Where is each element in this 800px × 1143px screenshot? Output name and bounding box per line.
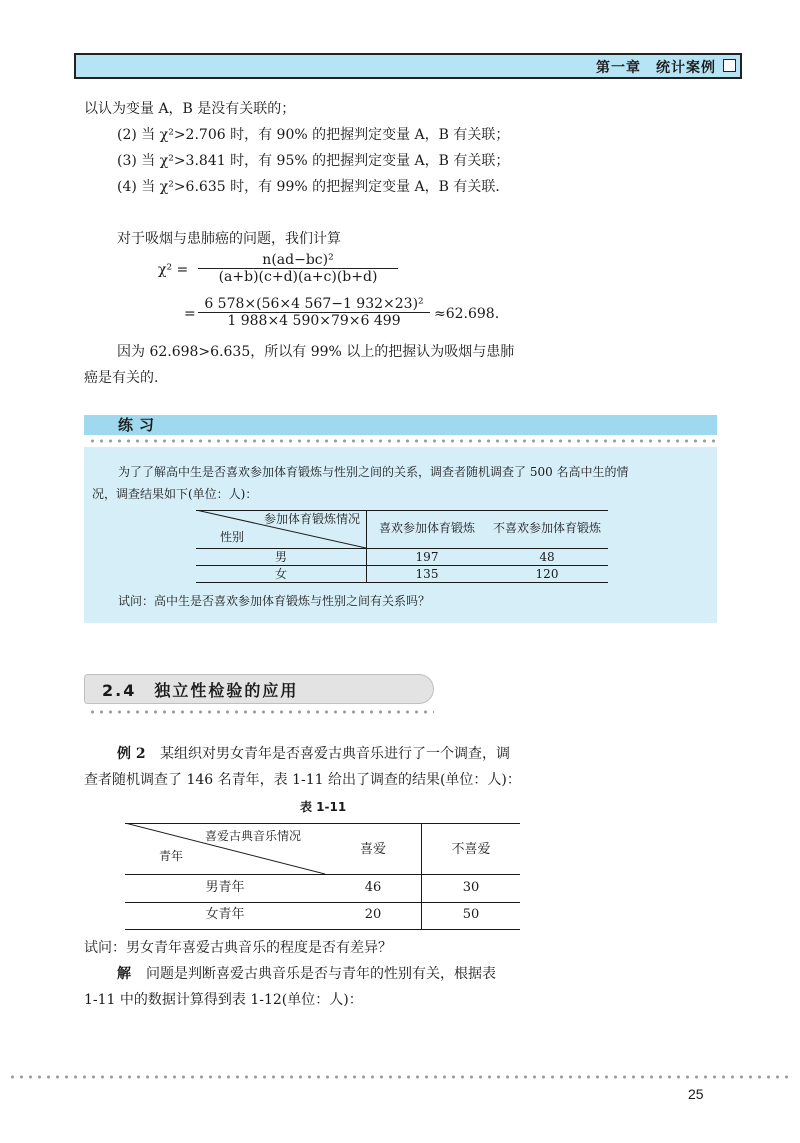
chapter-header-bar [74,53,742,79]
ex-table-row-label: 男青年 [205,880,245,895]
ex-table-rule-head [125,874,520,875]
calc-result: ≈62.698. [434,306,500,322]
ex-table-cell: 50 [462,907,480,922]
intro-line-1: (2) 当 χ²>2.706 时，有 90% 的把握判定变量 A，B 有关联； [117,127,510,143]
table-cell: 135 [415,567,439,581]
ex-table-cell: 30 [462,880,480,895]
fraction-2-denominator: 1 988×4 590×79×6 499 [227,313,401,329]
example-line-2: 查者随机调查了 146 名青年，表 1-11 给出了调查的结果(单位：人)： [84,772,521,788]
table-row-label: 男 [274,550,287,564]
table-caption: 表 1-11 [300,800,347,814]
table-cell: 197 [415,550,439,564]
example-table [125,823,520,902]
section-title: 2.4 独立性检验的应用 [102,681,299,700]
ex-table-rule-bottom [125,902,520,903]
table-col2-header: 不喜欢参加体育锻炼 [492,521,601,535]
ex-table-diag-bottom-label: 青年 [159,849,184,863]
ex-table-col1-header: 喜爱 [359,842,386,857]
exercise-table [196,510,608,582]
solution-label: 解 [117,966,131,982]
section-dotted-rule [88,710,434,714]
header-square-icon [723,59,736,72]
ex-table-rule-end [125,929,520,930]
footer-dotted-rule [8,1075,788,1079]
table-cell: 120 [535,567,559,581]
table-rule-vertical [366,510,367,582]
table-cell: 48 [539,550,555,564]
chi-square-lhs: χ² = [158,262,189,278]
table-col1-header: 喜欢参加体育锻炼 [378,521,475,535]
table-diag-bottom-label: 性别 [220,530,245,544]
intro-line-2: (3) 当 χ²>3.841 时，有 95% 的把握判定变量 A，B 有关联； [117,153,510,169]
exercise-title-bar [84,415,717,435]
conclusion-line-2: 癌是有关的. [84,370,159,386]
exercise-text-1: 为了了解高中生是否喜欢参加体育锻炼与性别之间的关系，调查者随机调查了 500 名高中生的情 [118,465,629,479]
formula-fraction-1 [198,252,398,285]
ex-table-row-label: 女青年 [205,907,245,922]
ex-table-cell: 46 [364,880,382,895]
page-number: 25 [688,1086,704,1102]
table-row-label: 女 [274,567,287,581]
formula-fraction-2 [198,296,430,329]
example-question: 试问：男女青年喜爱古典音乐的程度是否有差异？ [84,940,392,956]
ex-table-col2-header: 不喜爱 [451,842,491,857]
exercise-dotted-rule [88,439,718,443]
intro-line-3: (4) 当 χ²>6.635 时，有 99% 的把握判定变量 A，B 有关联． [117,179,510,195]
fraction-1-denominator: (a+b)(c+d)(a+c)(b+d) [218,269,378,285]
solution-line-2: 1-11 中的数据计算得到表 1-12(单位：人)： [84,992,363,1008]
fraction-1-numerator: n(ad−bc)² [262,252,334,268]
solution-line-1: 问题是判断喜爱古典音乐是否与青年的性别有关，根据表 [146,966,496,982]
exercise-text-2: 况，调查结果如下(单位：人)： [92,487,258,501]
table-diag-top-label: 参加体育锻炼情况 [264,512,361,526]
exercise-title: 练习 [118,416,161,434]
calc-lead: 对于吸烟与患肺癌的问题，我们计算 [117,231,341,247]
chapter-title: 第一章 统计案例 [596,60,716,76]
example-line-1: 某组织对男女青年是否喜爱古典音乐进行了一个调查，调 [160,746,510,762]
ex-table-diag-top-label: 喜爱古典音乐情况 [205,829,302,843]
equals-sign: = [184,306,196,322]
example-label: 例 2 [117,746,146,762]
ex-table-cell: 20 [364,907,382,922]
intro-line-0: 以认为变量 A，B 是没有关联的； [84,101,296,117]
conclusion-line-1: 因为 62.698>6.635，所以有 99% 以上的把握认为吸烟与患肺 [117,344,515,360]
fraction-2-numerator: 6 578×(56×4 567−1 932×23)² [204,296,424,312]
exercise-question: 试问：高中生是否喜欢参加体育锻炼与性别之间有关系吗？ [118,594,431,608]
